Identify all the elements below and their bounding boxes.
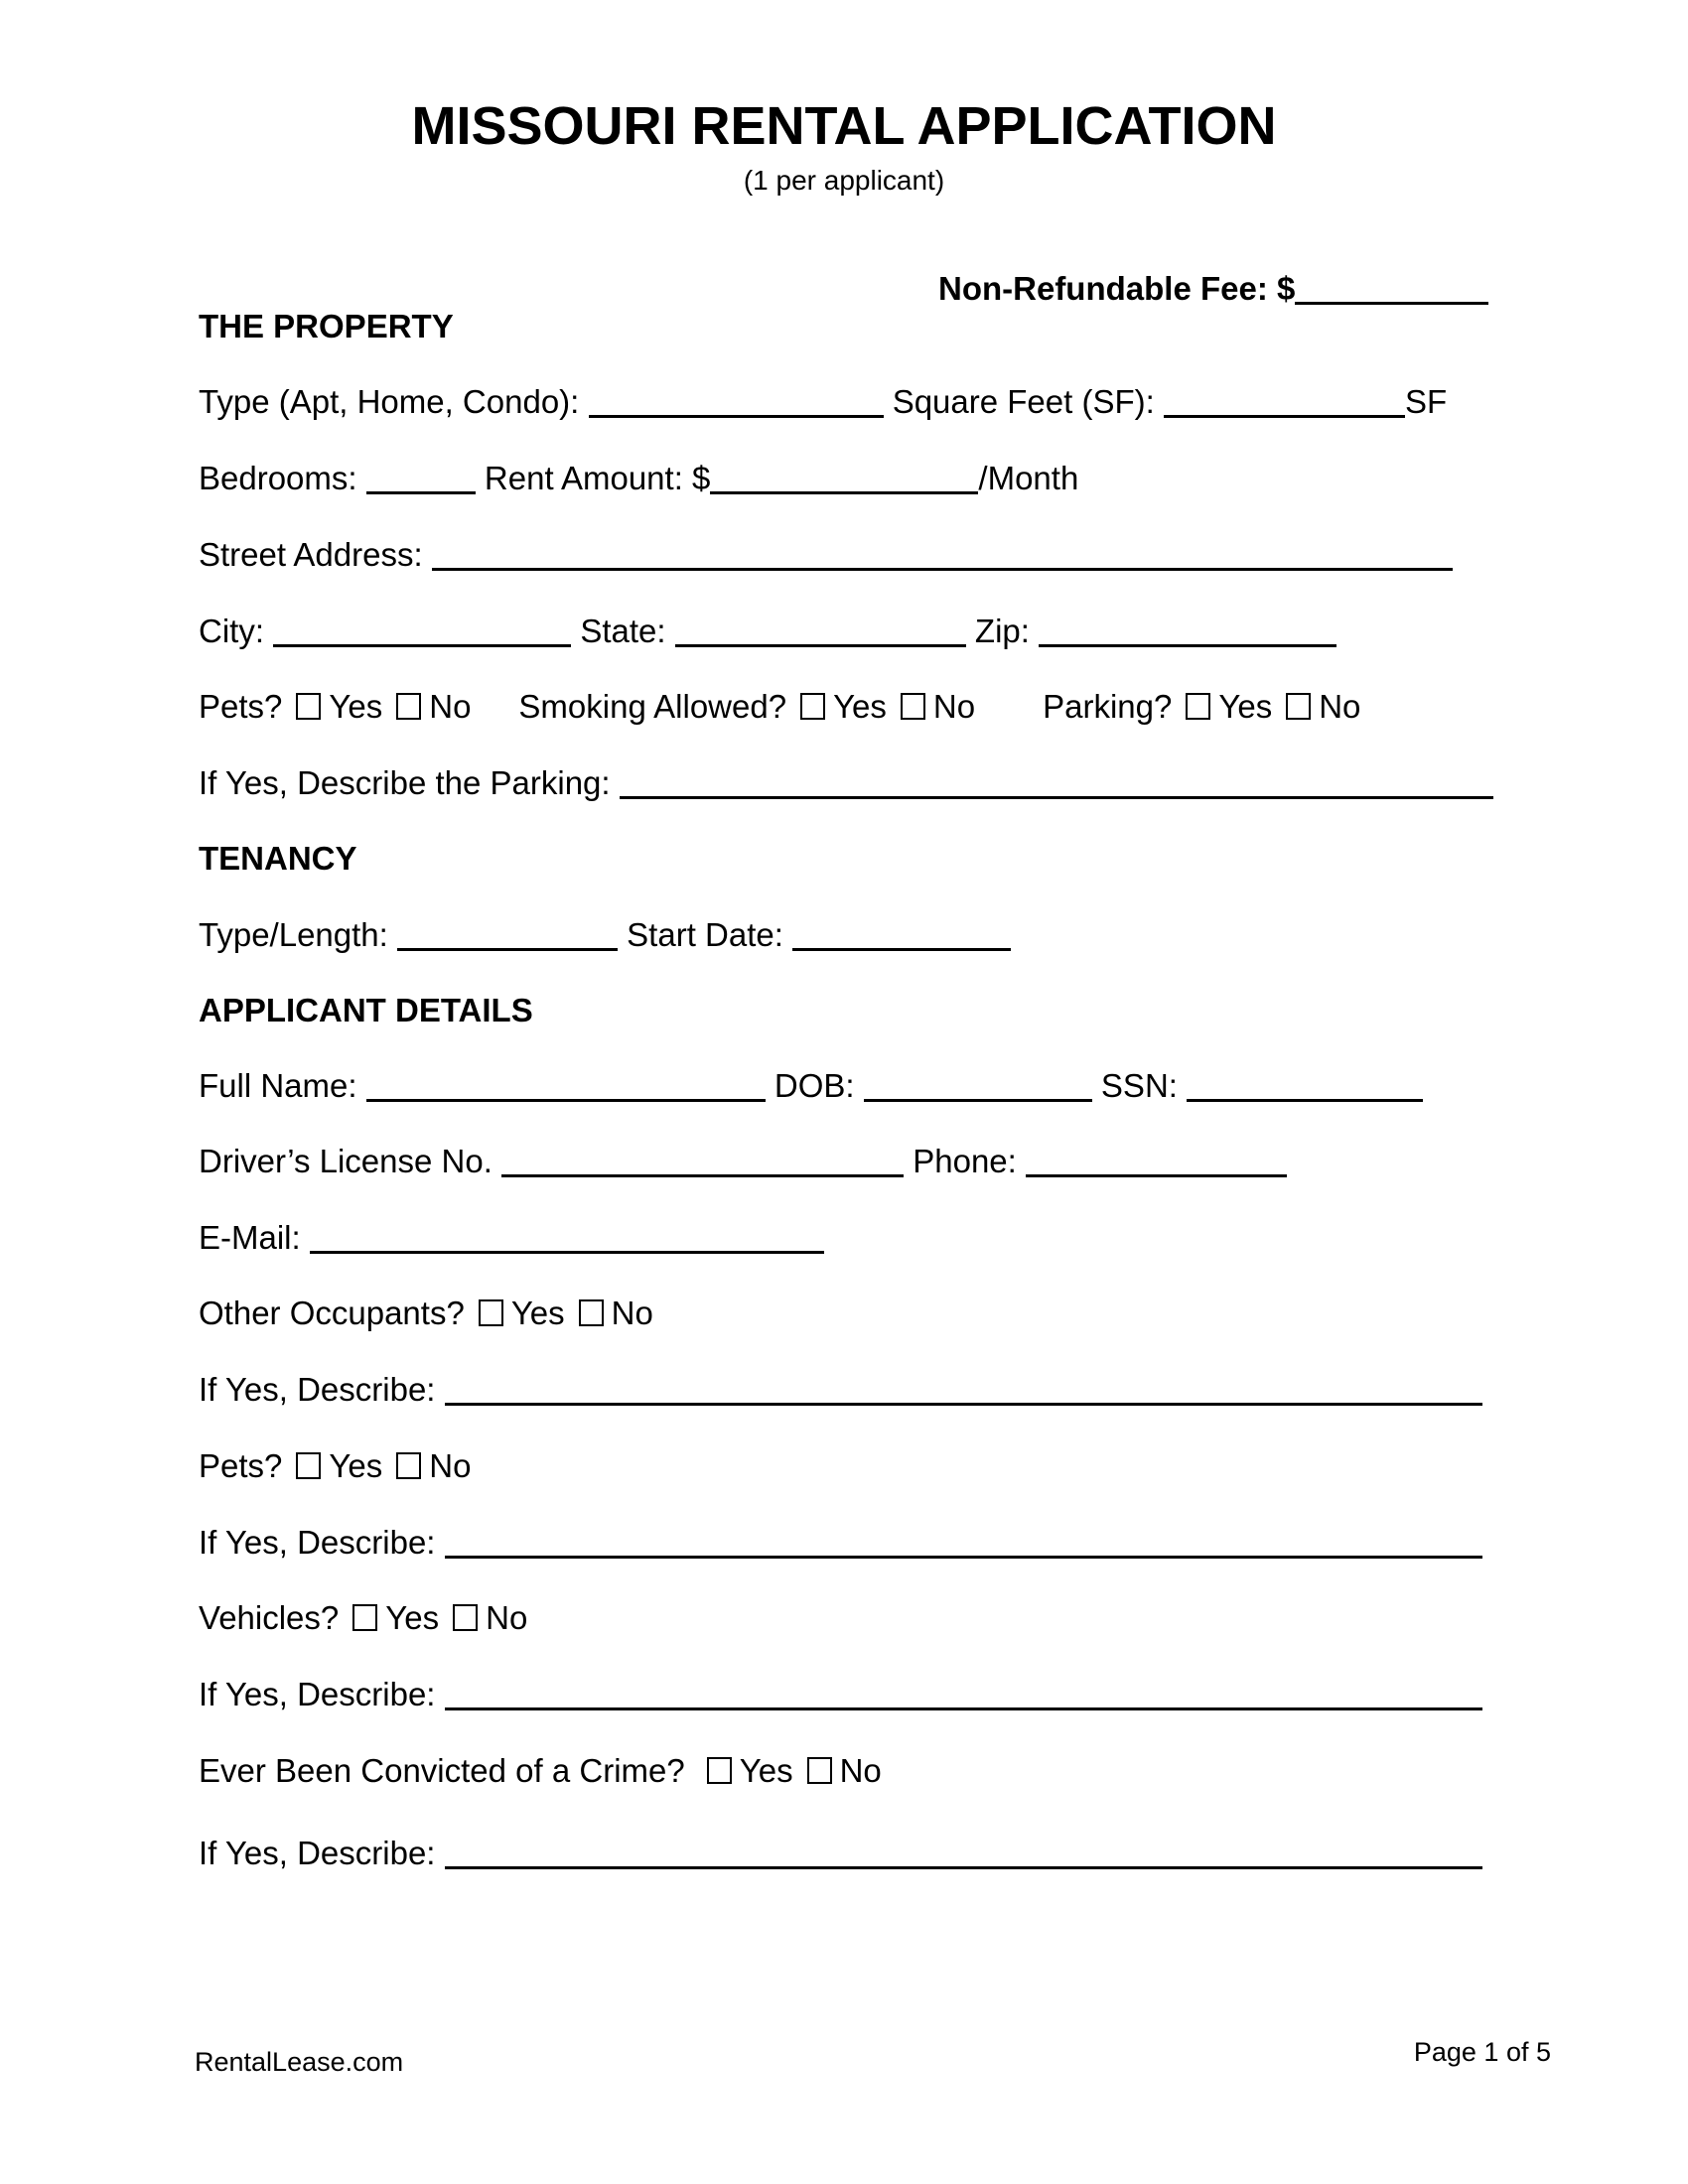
- drivers-license-blank[interactable]: [501, 1145, 904, 1177]
- drivers-license-row: [199, 1143, 1287, 1180]
- per-month-suffix: /Month: [978, 460, 1079, 496]
- occupants-yes-checkbox[interactable]: [479, 1299, 503, 1326]
- no-label: No: [429, 688, 472, 725]
- full-name-label: Full Name:: [199, 1067, 357, 1104]
- square-feet-label: Square Feet (SF):: [892, 383, 1155, 420]
- pets-describe-blank[interactable]: [445, 1526, 1482, 1559]
- parking-describe-row: [199, 764, 1493, 802]
- bedrooms-blank[interactable]: [366, 462, 476, 494]
- crime-label: Ever Been Convicted of a Crime?: [199, 1752, 685, 1789]
- full-name-row: [199, 1067, 1423, 1105]
- fee-row: [938, 270, 1488, 308]
- dob-blank[interactable]: [864, 1069, 1092, 1102]
- dob-label: DOB:: [774, 1067, 855, 1104]
- drivers-license-label: Driver’s License No.: [199, 1143, 492, 1179]
- vehicles-yes-checkbox[interactable]: [352, 1604, 377, 1631]
- parking-no-checkbox[interactable]: [1286, 693, 1311, 720]
- page-title: MISSOURI RENTAL APPLICATION: [411, 96, 1277, 156]
- street-address-label: Street Address:: [199, 536, 423, 573]
- city-state-zip-row: [199, 613, 1336, 650]
- street-address-blank[interactable]: [432, 538, 1453, 571]
- crime-row: [199, 1752, 882, 1790]
- footer-page-number: Page 1 of 5: [1413, 2037, 1551, 2067]
- property-yes-no-row: [199, 688, 1360, 726]
- vehicles-row: [199, 1599, 527, 1637]
- property-type-row: [199, 383, 1447, 421]
- state-label: State:: [580, 613, 666, 649]
- type-length-blank[interactable]: [397, 918, 618, 951]
- phone-blank[interactable]: [1026, 1145, 1287, 1177]
- smoking-no-checkbox[interactable]: [901, 693, 925, 720]
- email-label: E-Mail:: [199, 1219, 301, 1256]
- vehicles-describe-row: [199, 1676, 1482, 1713]
- yes-label: Yes: [833, 688, 887, 725]
- if-yes-describe-label: If Yes, Describe:: [199, 1524, 436, 1561]
- other-occupants-label: Other Occupants?: [199, 1295, 465, 1331]
- street-address-row: [199, 536, 1453, 574]
- occupants-describe-row: [199, 1371, 1482, 1409]
- bedrooms-rent-row: [199, 460, 1078, 497]
- applicant-pets-no-checkbox[interactable]: [396, 1452, 421, 1479]
- crime-yes-checkbox[interactable]: [707, 1757, 732, 1784]
- yes-label: Yes: [385, 1599, 440, 1636]
- property-pets-yes-checkbox[interactable]: [296, 693, 321, 720]
- if-yes-describe-label: If Yes, Describe:: [199, 1371, 436, 1408]
- yes-label: Yes: [739, 1752, 793, 1789]
- email-row: [199, 1219, 824, 1257]
- no-label: No: [932, 688, 976, 725]
- parking-yes-checkbox[interactable]: [1186, 693, 1210, 720]
- parking-describe-label: If Yes, Describe the Parking:: [199, 764, 611, 801]
- parking-label: Parking?: [1043, 688, 1173, 725]
- other-occupants-row: [199, 1295, 653, 1332]
- rent-amount-blank[interactable]: [710, 462, 978, 494]
- square-feet-blank[interactable]: [1164, 385, 1405, 418]
- applicant-pets-row: [199, 1447, 471, 1485]
- tenancy-row: [199, 916, 1011, 954]
- applicant-pets-label: Pets?: [199, 1447, 283, 1484]
- property-type-blank[interactable]: [589, 385, 884, 418]
- yes-label: Yes: [329, 1447, 383, 1484]
- email-blank[interactable]: [310, 1221, 824, 1254]
- property-pets-no-checkbox[interactable]: [396, 693, 421, 720]
- applicant-pets-yes-checkbox[interactable]: [296, 1452, 321, 1479]
- phone-label: Phone:: [913, 1143, 1017, 1179]
- ssn-label: SSN:: [1100, 1067, 1178, 1104]
- no-label: No: [839, 1752, 882, 1789]
- vehicles-no-checkbox[interactable]: [453, 1604, 478, 1631]
- occupants-describe-blank[interactable]: [445, 1373, 1482, 1406]
- no-label: No: [486, 1599, 528, 1636]
- yes-label: Yes: [1218, 688, 1273, 725]
- footer-site-link[interactable]: RentalLease.com: [195, 2047, 404, 2077]
- property-pets-label: Pets?: [199, 688, 283, 725]
- fee-label: Non-Refundable Fee: $: [938, 270, 1296, 307]
- no-label: No: [429, 1447, 472, 1484]
- if-yes-describe-label: If Yes, Describe:: [199, 1835, 436, 1871]
- fee-blank[interactable]: [1295, 272, 1488, 305]
- vehicles-describe-blank[interactable]: [445, 1678, 1482, 1710]
- property-type-label: Type (Apt, Home, Condo):: [199, 383, 580, 420]
- if-yes-describe-label: If Yes, Describe:: [199, 1676, 436, 1712]
- page-subtitle: (1 per applicant): [743, 165, 945, 196]
- yes-label: Yes: [329, 688, 383, 725]
- city-label: City:: [199, 613, 264, 649]
- rent-amount-label: Rent Amount: $: [484, 460, 711, 496]
- ssn-blank[interactable]: [1187, 1069, 1423, 1102]
- zip-blank[interactable]: [1039, 614, 1336, 647]
- section-heading-tenancy: TENANCY: [199, 840, 357, 877]
- smoking-label: Smoking Allowed?: [518, 688, 787, 725]
- type-length-label: Type/Length:: [199, 916, 388, 953]
- section-heading-property: THE PROPERTY: [199, 308, 454, 344]
- crime-describe-blank[interactable]: [445, 1837, 1482, 1869]
- occupants-no-checkbox[interactable]: [579, 1299, 604, 1326]
- no-label: No: [1319, 688, 1361, 725]
- no-label: No: [611, 1295, 653, 1331]
- zip-label: Zip:: [974, 613, 1030, 649]
- state-blank[interactable]: [675, 614, 966, 647]
- crime-no-checkbox[interactable]: [807, 1757, 832, 1784]
- bedrooms-label: Bedrooms:: [199, 460, 357, 496]
- start-date-label: Start Date:: [627, 916, 783, 953]
- city-blank[interactable]: [273, 614, 571, 647]
- full-name-blank[interactable]: [366, 1069, 766, 1102]
- parking-describe-blank[interactable]: [620, 766, 1493, 799]
- yes-label: Yes: [510, 1295, 565, 1331]
- pets-describe-row: [199, 1524, 1482, 1562]
- section-heading-applicant: APPLICANT DETAILS: [199, 992, 533, 1028]
- crime-describe-row: [199, 1835, 1482, 1872]
- sf-suffix: SF: [1404, 383, 1448, 420]
- vehicles-label: Vehicles?: [199, 1599, 340, 1636]
- smoking-yes-checkbox[interactable]: [800, 693, 825, 720]
- start-date-blank[interactable]: [792, 918, 1011, 951]
